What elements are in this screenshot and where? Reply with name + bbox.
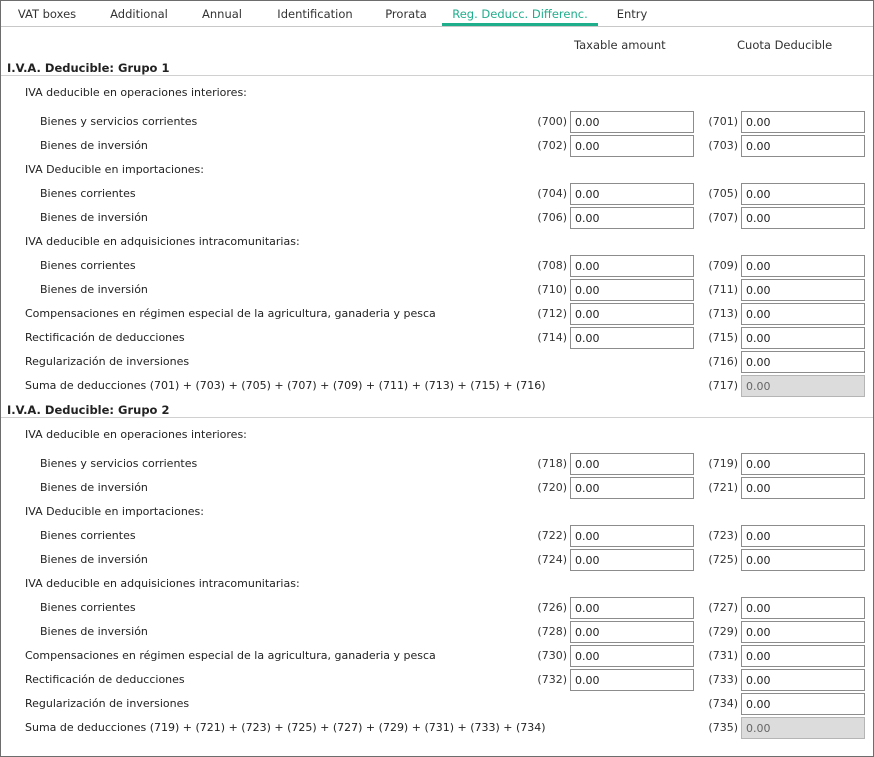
tab-reg-deducc-differenc[interactable]: Reg. Deducc. Differenc. [442, 1, 598, 26]
taxable-amount-input[interactable] [570, 135, 694, 157]
taxable-amount-input[interactable] [570, 207, 694, 229]
form-row [1, 351, 873, 373]
group-divider [1, 75, 873, 76]
form-row [1, 477, 873, 499]
taxable-amount-input[interactable] [570, 669, 694, 691]
row-label: Bienes de inversión [40, 625, 148, 638]
form-row [1, 549, 873, 571]
cuota-deducible-input[interactable] [741, 351, 865, 373]
box-code: (716) [708, 355, 738, 368]
cuota-deducible-input[interactable] [741, 621, 865, 643]
form-row [1, 375, 873, 397]
row-label: Bienes corrientes [40, 529, 136, 542]
taxable-amount-input[interactable] [570, 255, 694, 277]
group-title: I.V.A. Deducible: Grupo 1 [7, 61, 170, 75]
cuota-deducible-input[interactable] [741, 525, 865, 547]
box-code: (731) [708, 649, 738, 662]
row-label: Rectificación de deducciones [25, 331, 185, 344]
section-label: IVA deducible en operaciones interiores: [25, 86, 247, 99]
cuota-deducible-header: Cuota Deducible [737, 38, 833, 52]
row-label: Bienes y servicios corrientes [40, 457, 198, 470]
cuota-deducible-input[interactable] [741, 693, 865, 715]
box-code: (729) [708, 625, 738, 638]
row-label: Suma de deducciones (719) + (721) + (723) + (725) + (727) + (729) + (731) + (733) + (734) [25, 721, 546, 734]
row-label: Bienes de inversión [40, 481, 148, 494]
taxable-amount-input[interactable] [570, 597, 694, 619]
section-heading-row [1, 424, 873, 446]
row-label: Suma de deducciones (701) + (703) + (705) + (707) + (709) + (711) + (713) + (715) + (716) [25, 379, 546, 392]
row-label: Bienes de inversión [40, 553, 148, 566]
box-code: (734) [708, 697, 738, 710]
cuota-deducible-input[interactable] [741, 303, 865, 325]
tab-vat-boxes[interactable]: VAT boxes [17, 7, 77, 21]
taxable-amount-input[interactable] [570, 303, 694, 325]
box-code: (735) [708, 721, 738, 734]
taxable-amount-input[interactable] [570, 453, 694, 475]
cuota-deducible-input[interactable] [741, 111, 865, 133]
box-code: (709) [708, 259, 738, 272]
taxable-amount-input[interactable] [570, 279, 694, 301]
form-row [1, 303, 873, 325]
box-code: (722) [537, 529, 567, 542]
form-row [1, 597, 873, 619]
form-row [1, 621, 873, 643]
form-row [1, 183, 873, 205]
section-heading-row [1, 231, 873, 253]
tab-annual[interactable]: Annual [202, 7, 242, 21]
box-code: (720) [537, 481, 567, 494]
box-code: (714) [537, 331, 567, 344]
cuota-deducible-input[interactable] [741, 207, 865, 229]
form-row [1, 327, 873, 349]
row-label: Bienes corrientes [40, 601, 136, 614]
box-code: (711) [708, 283, 738, 296]
taxable-amount-header: Taxable amount [574, 38, 666, 52]
box-code: (701) [708, 115, 738, 128]
section-heading-row [1, 82, 873, 104]
form-row [1, 669, 873, 691]
cuota-deducible-input[interactable] [741, 477, 865, 499]
box-code: (703) [708, 139, 738, 152]
row-label: Regularización de inversiones [25, 697, 190, 710]
box-code: (705) [708, 187, 738, 200]
box-code: (719) [708, 457, 738, 470]
box-code: (710) [537, 283, 567, 296]
box-code: (732) [537, 673, 567, 686]
box-code: (724) [537, 553, 567, 566]
box-code: (712) [537, 307, 567, 320]
cuota-deducible-input[interactable] [741, 255, 865, 277]
box-code: (706) [537, 211, 567, 224]
row-label: Bienes de inversión [40, 283, 148, 296]
box-code: (727) [708, 601, 738, 614]
box-code: (702) [537, 139, 567, 152]
form-row [1, 207, 873, 229]
row-label: Compensaciones en régimen especial de la agricultura, ganaderia y pesca [25, 307, 436, 320]
box-code: (708) [537, 259, 567, 272]
taxable-amount-input[interactable] [570, 183, 694, 205]
box-code: (713) [708, 307, 738, 320]
box-code: (707) [708, 211, 738, 224]
form-row [1, 135, 873, 157]
cuota-deducible-input[interactable] [741, 549, 865, 571]
tab-bar [1, 1, 873, 27]
tab-identification[interactable]: Identification [277, 7, 353, 21]
cuota-deducible-input[interactable] [741, 645, 865, 667]
section-label: IVA Deducible en importaciones: [25, 505, 204, 518]
tab-entry[interactable]: Entry [616, 7, 648, 21]
form-row [1, 645, 873, 667]
row-label: Regularización de inversiones [25, 355, 190, 368]
taxable-amount-input[interactable] [570, 477, 694, 499]
cuota-deducible-input[interactable] [741, 327, 865, 349]
box-code: (715) [708, 331, 738, 344]
taxable-amount-input[interactable] [570, 525, 694, 547]
box-code: (725) [708, 553, 738, 566]
box-code: (717) [708, 379, 738, 392]
cuota-deducible-input[interactable] [741, 453, 865, 475]
form-row [1, 717, 873, 739]
total-deductions-field [741, 375, 865, 397]
box-code: (704) [537, 187, 567, 200]
section-label: IVA deducible en adquisiciones intracomunitarias: [25, 235, 300, 248]
section-label: IVA Deducible en importaciones: [25, 163, 204, 176]
box-code: (726) [537, 601, 567, 614]
row-label: Bienes de inversión [40, 211, 148, 224]
row-label: Bienes corrientes [40, 187, 136, 200]
taxable-amount-input[interactable] [570, 327, 694, 349]
tab-additional[interactable]: Additional [110, 7, 168, 21]
section-label: IVA deducible en operaciones interiores: [25, 428, 247, 441]
group-divider [1, 417, 873, 418]
cuota-deducible-input[interactable] [741, 597, 865, 619]
box-code: (730) [537, 649, 567, 662]
row-label: Rectificación de deducciones [25, 673, 185, 686]
section-label: IVA deducible en adquisiciones intracomunitarias: [25, 577, 300, 590]
section-heading-row [1, 573, 873, 595]
box-code: (728) [537, 625, 567, 638]
form-row [1, 111, 873, 133]
box-code: (700) [537, 115, 567, 128]
form-row [1, 525, 873, 547]
cuota-deducible-input[interactable] [741, 135, 865, 157]
cuota-deducible-input[interactable] [741, 279, 865, 301]
taxable-amount-input[interactable] [570, 111, 694, 133]
section-heading-row [1, 501, 873, 523]
section-heading-row [1, 159, 873, 181]
cuota-deducible-input[interactable] [741, 669, 865, 691]
group-title: I.V.A. Deducible: Grupo 2 [7, 403, 170, 417]
form-row [1, 279, 873, 301]
total-deductions-field [741, 717, 865, 739]
row-label: Compensaciones en régimen especial de la agricultura, ganaderia y pesca [25, 649, 436, 662]
form-row [1, 255, 873, 277]
taxable-amount-input[interactable] [570, 621, 694, 643]
box-code: (718) [537, 457, 567, 470]
row-label: Bienes de inversión [40, 139, 148, 152]
cuota-deducible-input[interactable] [741, 183, 865, 205]
box-code: (733) [708, 673, 738, 686]
taxable-amount-input[interactable] [570, 549, 694, 571]
box-code: (721) [708, 481, 738, 494]
tab-prorata[interactable]: Prorata [385, 7, 427, 21]
box-code: (723) [708, 529, 738, 542]
row-label: Bienes y servicios corrientes [40, 115, 198, 128]
taxable-amount-input[interactable] [570, 645, 694, 667]
form-row [1, 453, 873, 475]
row-label: Bienes corrientes [40, 259, 136, 272]
form-row [1, 693, 873, 715]
